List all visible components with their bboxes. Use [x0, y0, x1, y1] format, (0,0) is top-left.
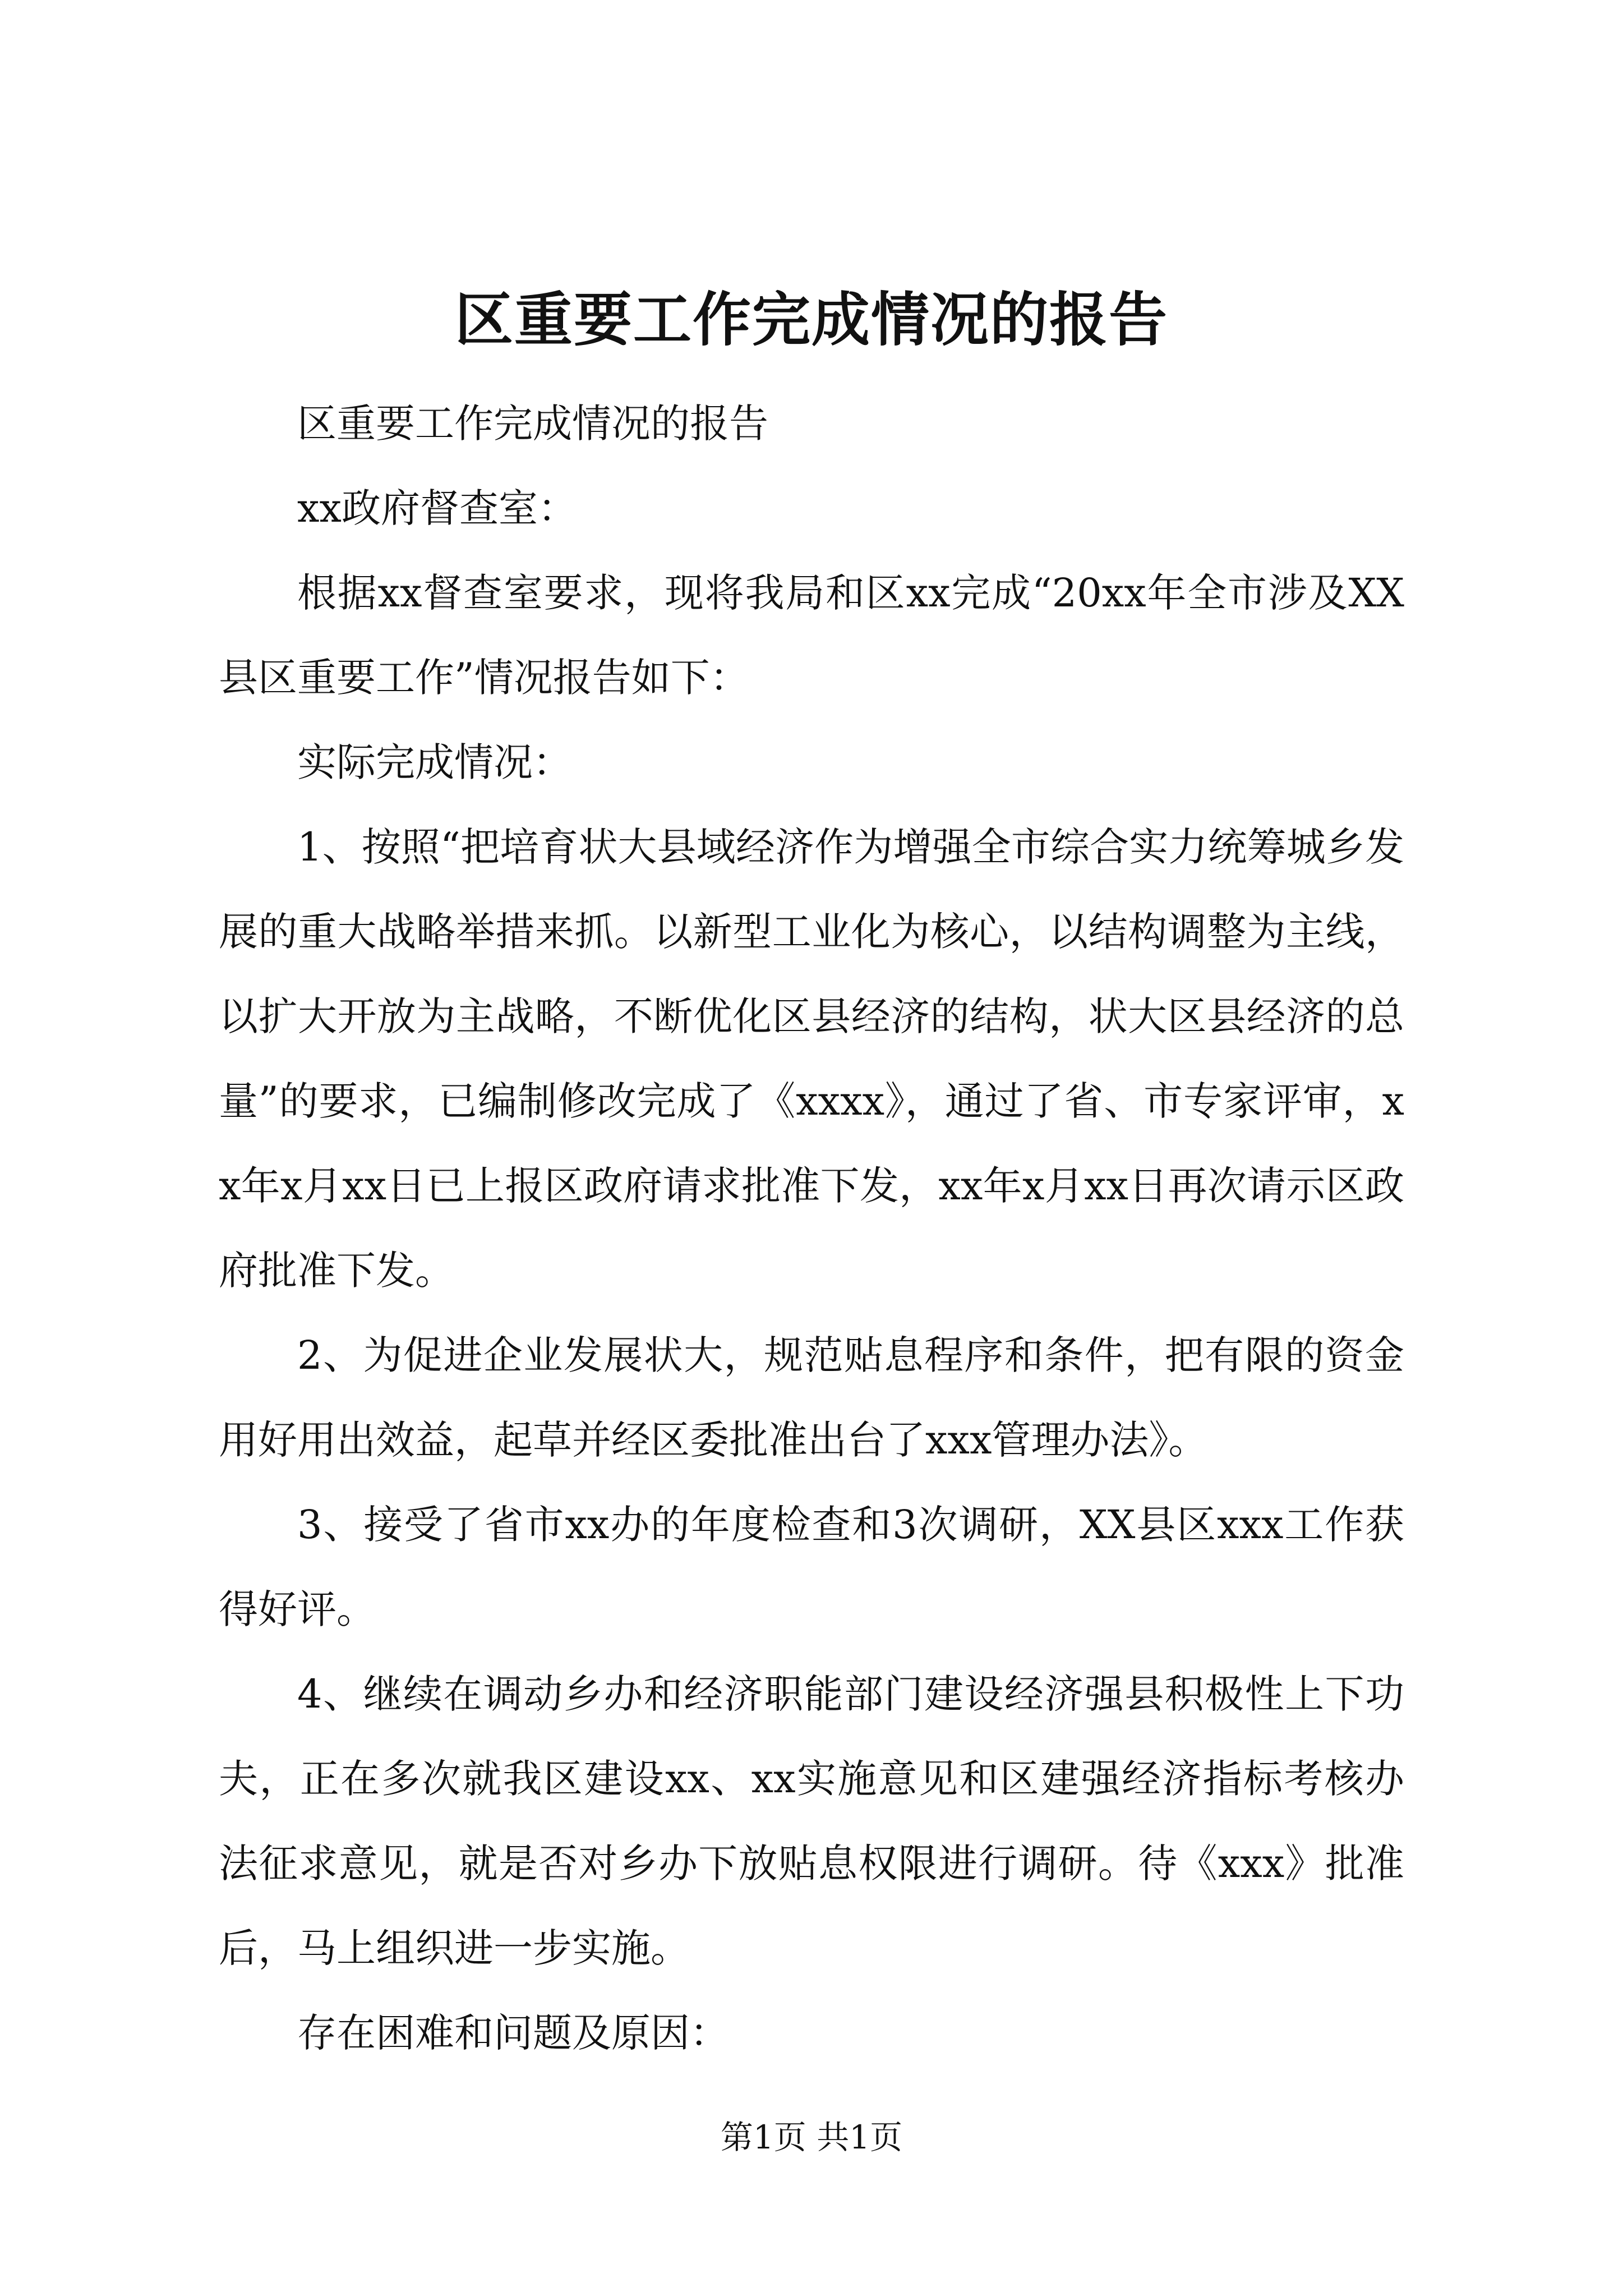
paragraph-item-4: 4、继续在调动乡办和经济职能部门建设经济强县积极性上下功夫，正在多次就我区建设xx、xx实施意见和区建强经济指标考核办法征求意见，就是否对乡办下放贴息权限进行调研。待《xxx》批准后，马上组织进一步实施。	[219, 1671, 1404, 1971]
page-footer: 第1页 共1页	[720, 2118, 903, 2156]
document-body	[219, 381, 1404, 2076]
paragraph-intro: 根据xx督查室要求，现将我局和区xx完成“20xx年全市涉及XX县区重要工作”情况报告如下：	[219, 570, 1404, 701]
paragraph-item-1: 1、按照“把培育状大县域经济作为增强全市综合实力统筹城乡发展的重大战略举措来抓。以新型工业化为核心，以结构调整为主线，以扩大开放为主战略，不断优化区县经济的结构，状大区县经济的总量”的要求，已编制修改完成了《xxxx》，通过了省、市专家评审，xx年x月xx日已上报区政府请求批准下发，xx年x月xx日再次请示区政府批准下发。	[219, 824, 1404, 1294]
paragraph-section-heading-2: 存在困难和问题及原因：	[297, 2010, 729, 2056]
paragraph-section-heading: 实际完成情况：	[297, 739, 572, 785]
paragraph-item-3: 3、接受了省市xx办的年度检查和3次调研，XX县区xxx工作获得好评。	[219, 1502, 1404, 1632]
paragraph-item-2: 2、为促进企业发展状大，规范贴息程序和条件，把有限的资金用好用出效益，起草并经区委批准出台了xxx管理办法》。	[219, 1332, 1404, 1463]
paragraph-addressee: xx政府督查室：	[297, 485, 577, 531]
document-title: 区重要工作完成情况的报告	[454, 285, 1168, 354]
paragraph-heading: 区重要工作完成情况的报告	[297, 401, 768, 447]
